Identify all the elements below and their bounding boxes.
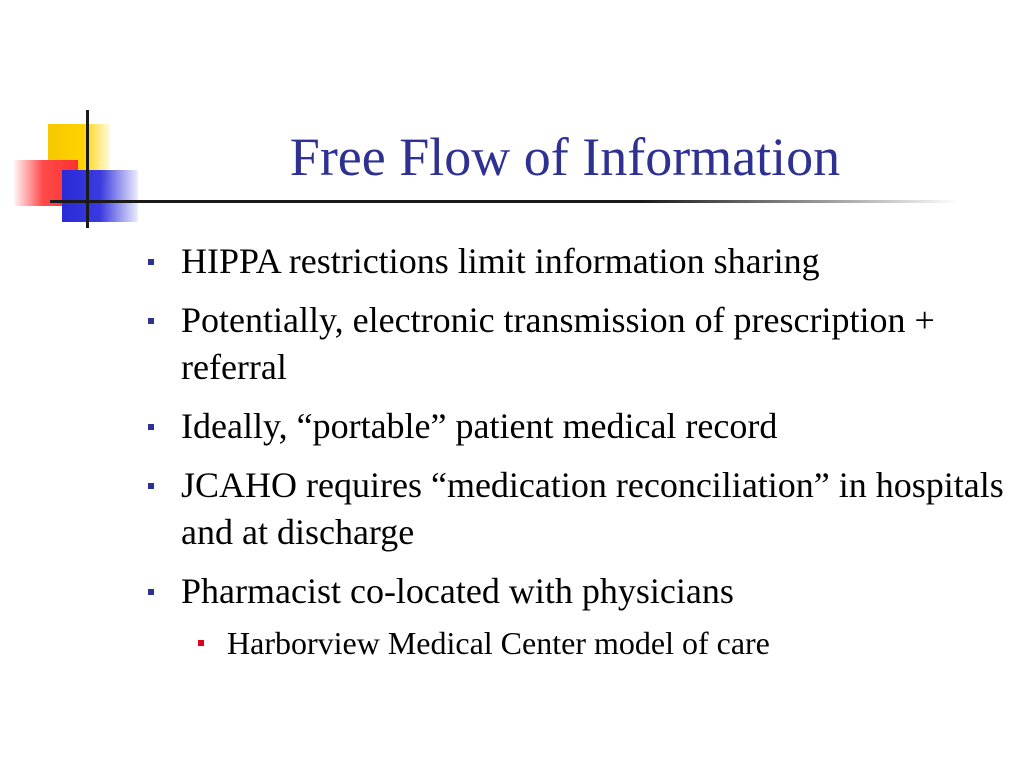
bullet-text: HIPPA restrictions limit information sharing <box>181 241 820 281</box>
sub-bullet-item <box>148 623 1008 663</box>
vertical-rule <box>86 110 89 228</box>
sub-bullet-text: Harborview Medical Center model of care <box>227 625 770 661</box>
square-bullet-icon <box>148 318 154 324</box>
bullet-item <box>148 568 1008 615</box>
bullet-text: Potentially, electronic transmission of prescription + referral <box>181 300 935 387</box>
slide-title: Free Flow of Information <box>289 127 841 187</box>
bullet-text: JCAHO requires “medication reconciliation” in hospitals and at discharge <box>181 465 1004 552</box>
bullet-list <box>148 238 1008 663</box>
bullet-item <box>148 238 1008 285</box>
square-bullet-icon <box>148 259 154 265</box>
blue-square-shape <box>62 170 138 222</box>
decorative-logo <box>0 0 160 240</box>
bullet-item <box>148 297 1008 391</box>
square-bullet-icon <box>148 483 154 489</box>
red-square-bullet-icon <box>198 640 204 646</box>
bullet-text: Ideally, “portable” patient medical record <box>181 406 778 446</box>
title-underline-rule <box>50 200 960 203</box>
bullet-item <box>148 462 1008 556</box>
square-bullet-icon <box>148 424 154 430</box>
square-bullet-icon <box>148 589 154 595</box>
bullet-item <box>148 403 1008 450</box>
bullet-text: Pharmacist co-located with physicians <box>181 571 734 611</box>
